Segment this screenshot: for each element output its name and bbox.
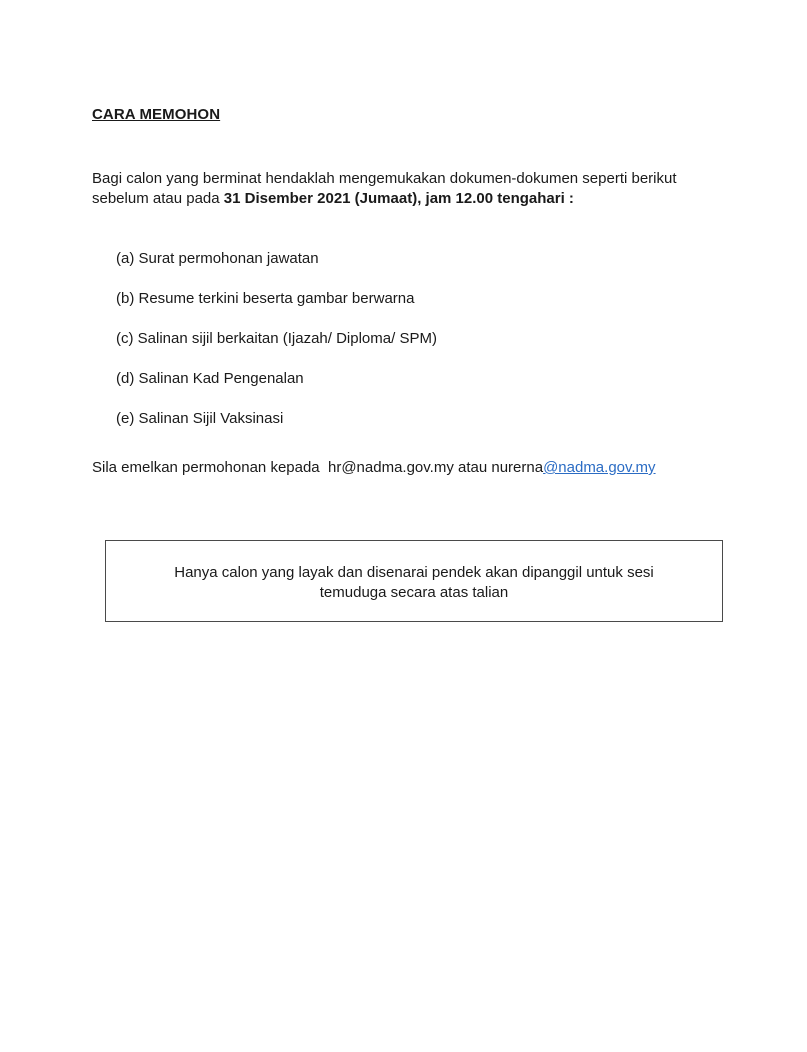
notice-line-2: temuduga secara atas talian: [319, 584, 509, 601]
intro-paragraph: [92, 169, 752, 209]
notice-box: [105, 540, 723, 622]
documents-list: [116, 249, 437, 449]
intro-line-2-prefix: sebelum atau pada: [92, 190, 224, 207]
section-heading: CARA MEMOHON: [92, 106, 221, 123]
notice-text: [106, 563, 722, 603]
email-instruction: [92, 458, 656, 478]
list-item-sijil-vaksinasi: (e) Salinan Sijil Vaksinasi: [116, 410, 284, 427]
intro-line-1: Bagi calon yang berminat hendaklah mengemukakan dokumen-dokumen seperti berikut: [92, 170, 677, 187]
email-link[interactable]: @nadma.gov.my: [543, 459, 656, 476]
deadline-text: 31 Disember 2021 (Jumaat), jam 12.00 tengahari :: [223, 190, 574, 207]
list-item-salinan-sijil: (c) Salinan sijil berkaitan (Ijazah/ Diploma/ SPM): [116, 330, 437, 347]
list-item-resume: (b) Resume terkini beserta gambar berwarna: [116, 290, 415, 307]
list-item-kad-pengenalan: (d) Salinan Kad Pengenalan: [116, 370, 304, 387]
list-item-surat-permohonan: (a) Surat permohonan jawatan: [116, 250, 319, 267]
email-instruction-text: Sila emelkan permohonan kepada hr@nadma.gov.my atau nurerna: [92, 459, 544, 476]
notice-line-1: Hanya calon yang layak dan disenarai pendek akan dipanggil untuk sesi: [174, 564, 654, 581]
